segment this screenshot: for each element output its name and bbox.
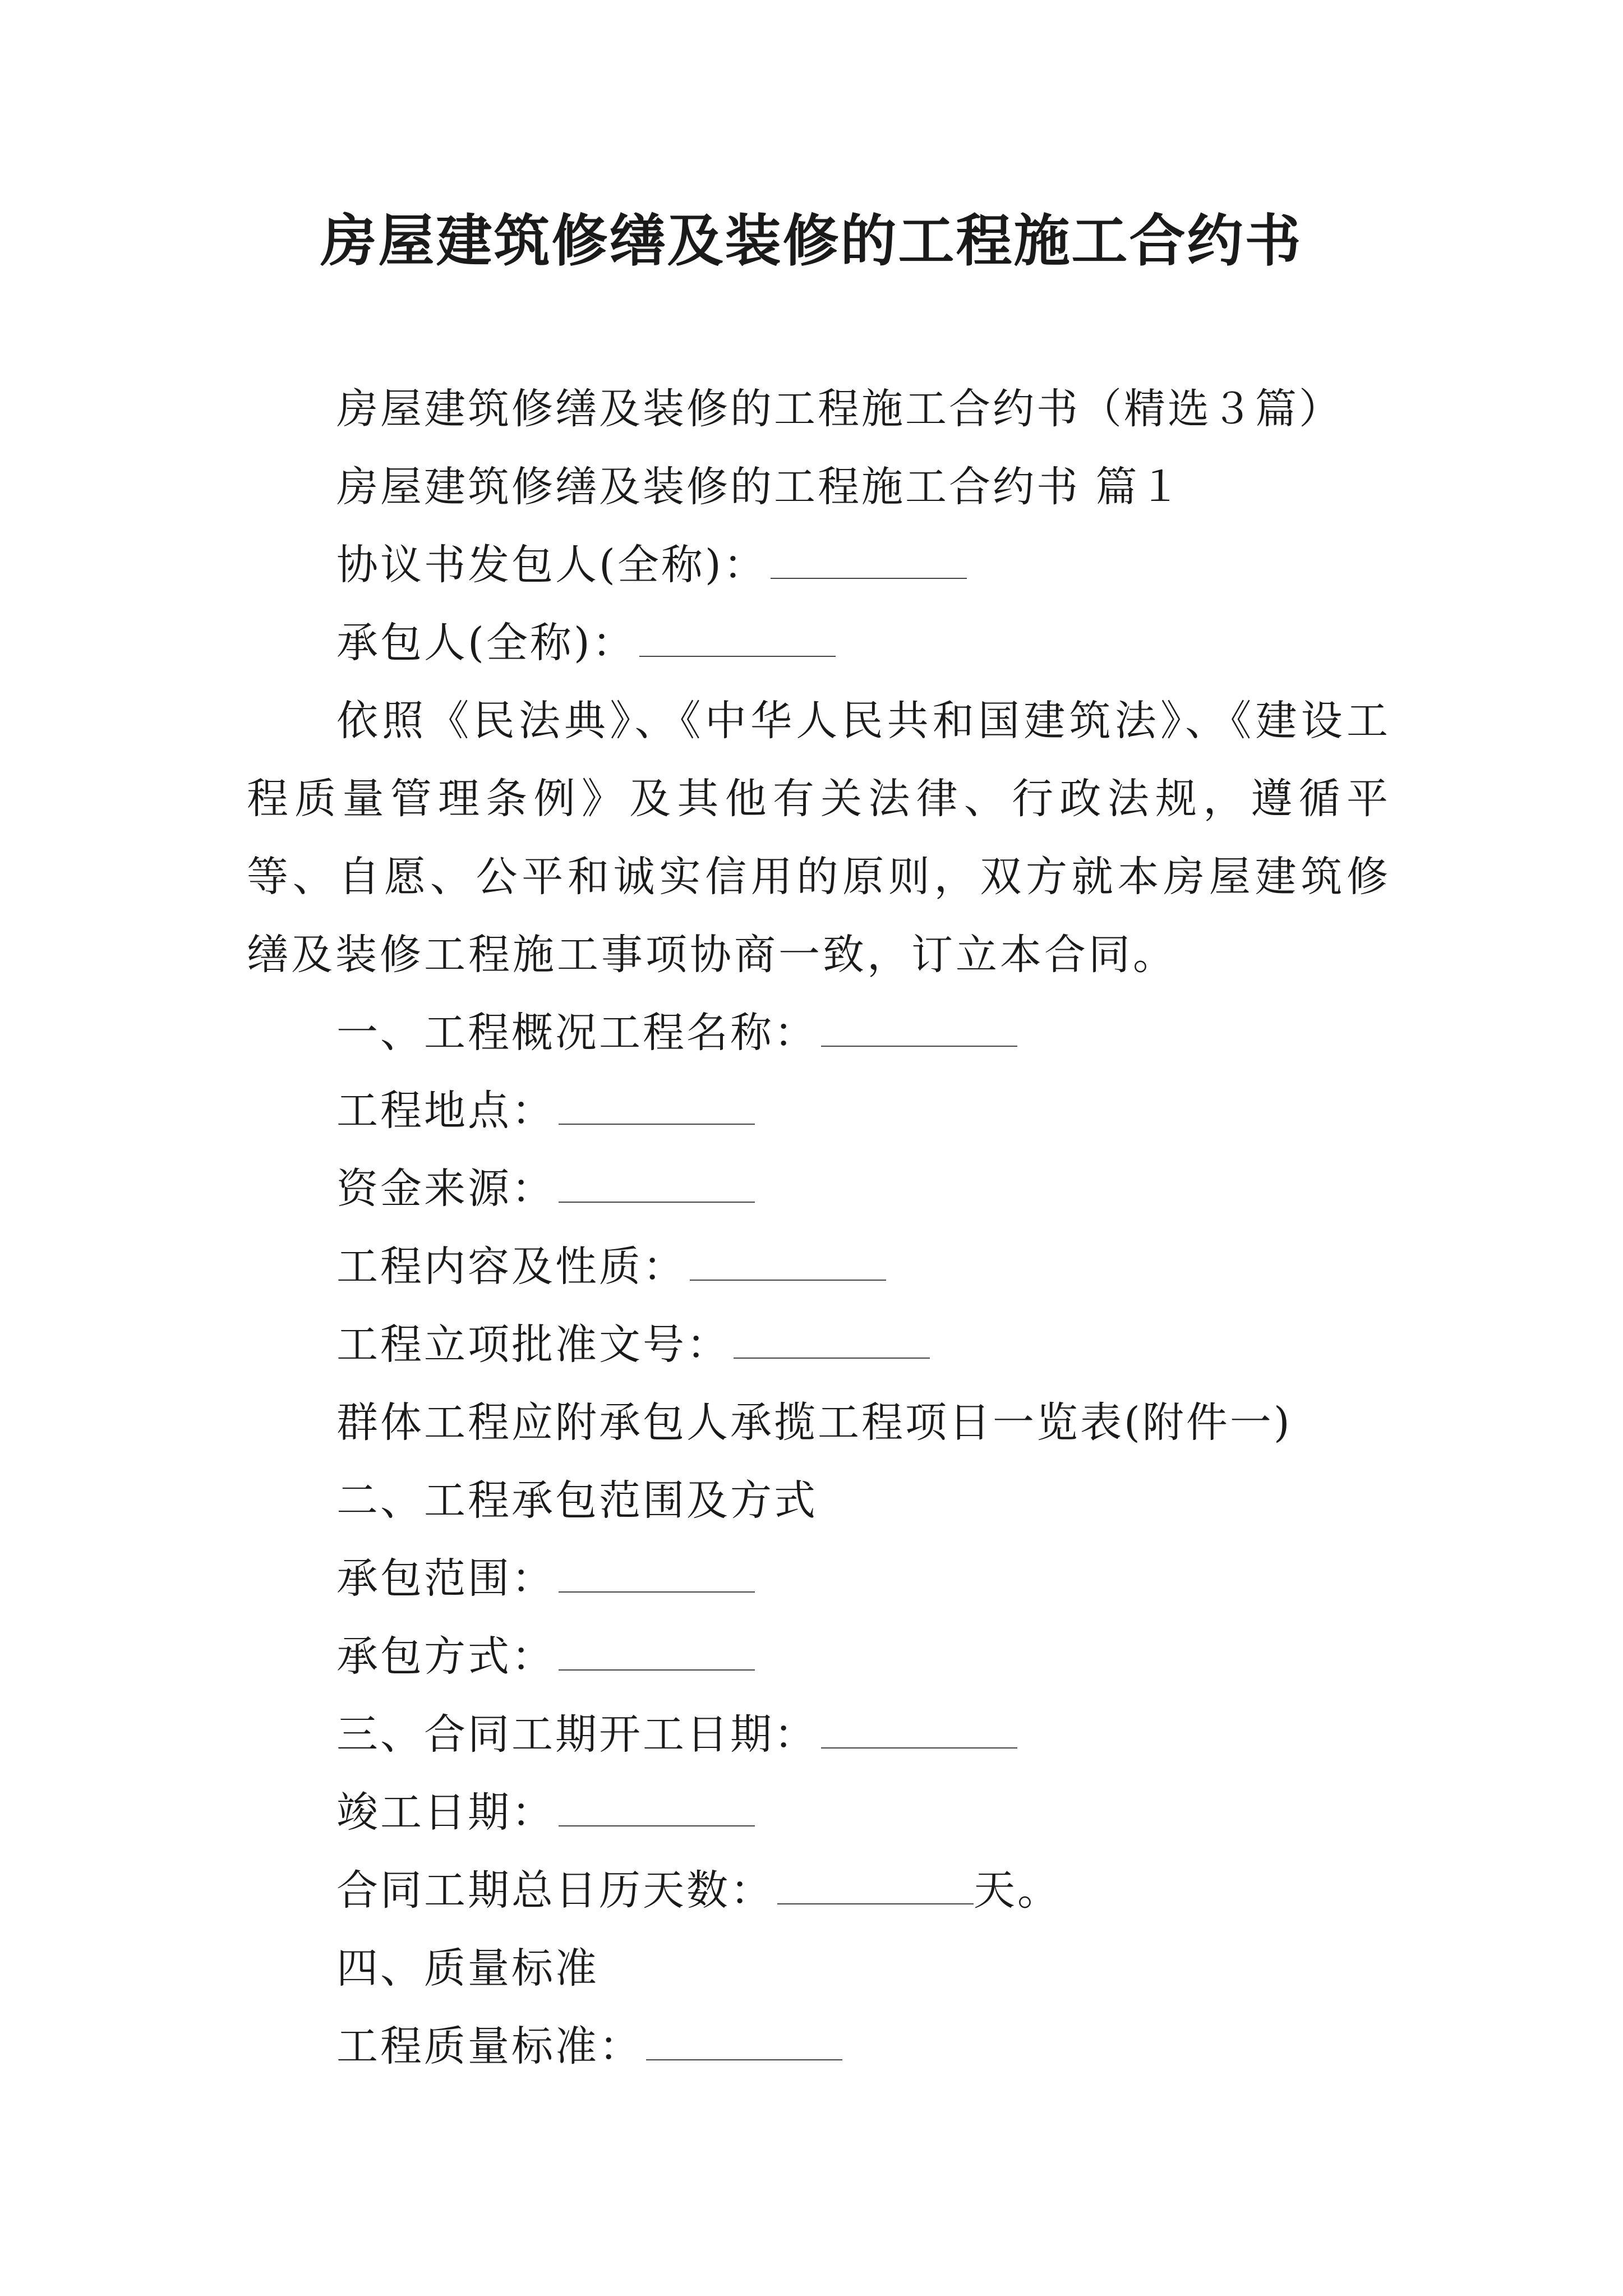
fill-in-blank[interactable]: [821, 1013, 1017, 1047]
line-label: 承包方式：: [336, 1632, 555, 1681]
line-label: 二、工程承包范围及方式: [336, 1476, 818, 1525]
fill-in-blank[interactable]: [559, 1091, 755, 1125]
document-line: [247, 1306, 1391, 1384]
line-label: 工程地点：: [336, 1087, 555, 1135]
line-label: 工程质量标准：: [336, 2022, 643, 2070]
document-line: [247, 1696, 1391, 1774]
line-label: 一、工程概况工程名称：: [336, 1009, 818, 1057]
document-line: [247, 604, 1391, 682]
line-label: 工程内容及性质：: [336, 1243, 686, 1291]
document-line: [247, 1852, 1391, 1930]
line-label: 房屋建筑修缮及装修的工程施工合约书 篇１: [336, 463, 1183, 511]
line-label: 群体工程应附承包人承揽工程项日一览表(附件一): [336, 1398, 1292, 1447]
fill-in-blank[interactable]: [559, 1637, 755, 1671]
line-label: 竣工日期：: [336, 1788, 555, 1837]
document-line: [247, 1228, 1391, 1306]
line-group-terms: [247, 994, 1391, 2086]
document-line: [247, 526, 1391, 604]
document-line: [247, 2008, 1391, 2086]
document-line: [247, 1774, 1391, 1852]
line-group-top: [247, 370, 1391, 682]
preamble-paragraph: 依照《民法典》、《中华人民共和国建筑法》、《建设工程质量管理条例》及其他有关法律、行政法规，遵循平等、自愿、公平和诚实信用的原则，双方就本房屋建筑修缮及装修工程施工事项协商一致，订立本合同。: [247, 697, 1391, 979]
document-line: [247, 370, 1391, 448]
document-line: [247, 1540, 1391, 1618]
document-body: [247, 370, 1391, 2086]
fill-in-blank[interactable]: [771, 545, 967, 579]
document-line: [247, 994, 1391, 1072]
line-label: 承包范围：: [336, 1554, 555, 1603]
line-label: 协议书发包人(全称)：: [336, 541, 767, 589]
document-line: [247, 1150, 1391, 1228]
line-label: 房屋建筑修缮及装修的工程施工合约书（精选３篇）: [336, 385, 1343, 433]
fill-in-blank[interactable]: [690, 1247, 886, 1281]
fill-in-blank[interactable]: [639, 623, 836, 657]
fill-in-blank[interactable]: [821, 1715, 1017, 1749]
line-label: 工程立项批准文号：: [336, 1320, 730, 1369]
line-label: 四、质量标准: [336, 1944, 599, 1993]
fill-in-blank[interactable]: [646, 2027, 842, 2060]
document-line: [247, 1462, 1391, 1540]
fill-in-blank[interactable]: [777, 1871, 974, 1904]
document-title: 房屋建筑修缮及装修的工程施工合约书: [320, 208, 1303, 274]
document-line: [247, 448, 1391, 526]
fill-in-blank[interactable]: [734, 1325, 930, 1359]
line-label: 承包人(全称)：: [336, 619, 636, 667]
document-line: [247, 1384, 1391, 1462]
fill-in-blank[interactable]: [559, 1169, 755, 1203]
document-line: [247, 1930, 1391, 2008]
fill-in-blank[interactable]: [559, 1793, 755, 1826]
document-line: [247, 1072, 1391, 1150]
line-label: 合同工期总日历天数：: [336, 1866, 774, 1915]
line-suffix: 天。: [974, 1866, 1061, 1915]
document-line: [247, 1618, 1391, 1696]
line-label: 三、合同工期开工日期：: [336, 1710, 818, 1759]
fill-in-blank[interactable]: [559, 1559, 755, 1593]
line-label: 资金来源：: [336, 1165, 555, 1213]
